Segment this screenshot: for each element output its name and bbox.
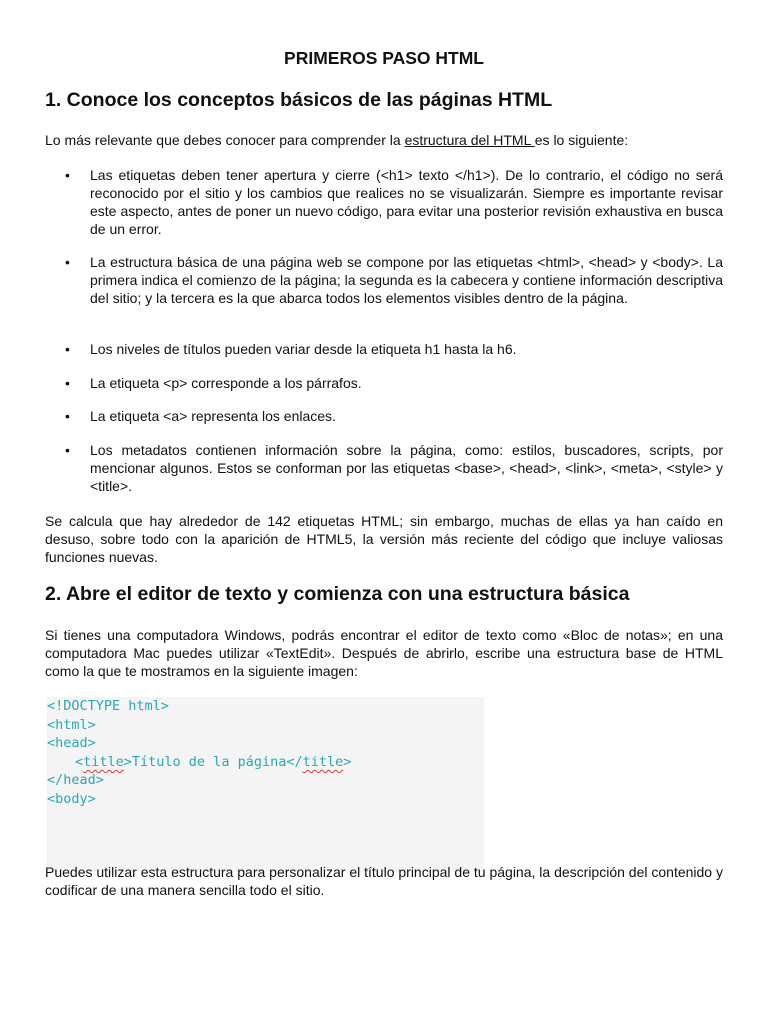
bullet-icon: • <box>65 254 70 270</box>
bullet-icon: • <box>65 167 70 183</box>
bullet-icon: • <box>65 442 70 458</box>
intro-text-before: Lo más relevante que debes conocer para comprender la <box>45 132 405 148</box>
bullet-icon: • <box>65 408 70 424</box>
section-2-closing: Puedes utilizar esta estructura para personalizar el título principal de tu página, la descripción del contenido y codificar de una manera sencilla todo el sitio. <box>45 864 723 898</box>
code-tag-title-close: title <box>302 753 344 770</box>
intro-text-after: es lo siguiente: <box>534 132 629 148</box>
bullet-icon: • <box>65 375 70 391</box>
list-item-text: La etiqueta <a> representa los enlaces. <box>90 408 336 424</box>
list-item-text: Los niveles de títulos pueden variar desde la etiqueta h1 hasta la h6. <box>90 341 517 357</box>
code-token: < <box>75 753 84 770</box>
code-token: >Título de la página</ <box>123 753 303 770</box>
bullet-icon: • <box>65 341 70 357</box>
section-2-paragraph: Si tienes una computadora Windows, podrás encontrar el editor de texto como «Bloc de notas»; en una computadora Mac puedes utilizar «TextEdit». Después de abrirlo, escribe una estructura base de HTML como la que te mostramos en la siguiente imagen: <box>45 627 723 679</box>
code-screenshot <box>47 697 484 872</box>
code-line: <html> <box>47 716 96 733</box>
code-line: </head> <box>47 772 104 789</box>
list-item-text: La estructura básica de una página web se compone por las etiquetas <html>, <head> y <body>. La primera indica el comienzo de la página; la segunda es la cabecera y contiene información descriptiva del sitio; y la tercera es la que abarca todos los elementos visibles dentro de la página. <box>90 254 723 306</box>
section-1-summary: Se calcula que hay alrededor de 142 etiquetas HTML; sin embargo, muchas de ellas ya han caído en desuso, sobre todo con la aparición de HTML5, la versión más reciente del código que incluye valiosas funciones nuevas. <box>45 513 723 565</box>
code-line-title <box>75 753 351 772</box>
list-item-text: Los metadatos contienen información sobre la página, como: estilos, buscadores, scripts, por mencionar algunos. Estos se conforman por las etiquetas <base>, <head>, <link>, <meta>, <style> y <title>. <box>90 442 723 494</box>
list-item <box>45 253 723 307</box>
list-item <box>45 340 723 358</box>
list-item <box>45 374 723 392</box>
code-line: <body> <box>47 791 96 807</box>
code-tag-title-open: title <box>83 753 124 770</box>
list-item <box>45 407 723 425</box>
code-token: > <box>343 753 352 770</box>
list-item <box>45 441 723 495</box>
document-title: PRIMEROS PASO HTML <box>284 48 484 68</box>
section-1-heading: 1. Conoce los conceptos básicos de las páginas HTML <box>45 89 553 111</box>
section-1-intro <box>45 131 723 149</box>
list-item-text: La etiqueta <p> corresponde a los párrafos. <box>90 375 362 391</box>
html-structure-link[interactable]: estructura del HTML <box>404 132 535 148</box>
code-line: <head> <box>47 735 96 752</box>
list-item <box>45 166 723 238</box>
section-2-heading: 2. Abre el editor de texto y comienza con una estructura básica <box>45 583 630 605</box>
list-item-text: Las etiquetas deben tener apertura y cierre (<h1> texto </h1>). De lo contrario, el código no será reconocido por el sitio y los cambios que realices no se visualizarán. Siempre es importante revisar este aspecto, antes de poner un nuevo código, para evitar una posterior revisión exhaustiva en busca de un error. <box>90 167 723 237</box>
code-line: <!DOCTYPE html> <box>47 698 169 714</box>
